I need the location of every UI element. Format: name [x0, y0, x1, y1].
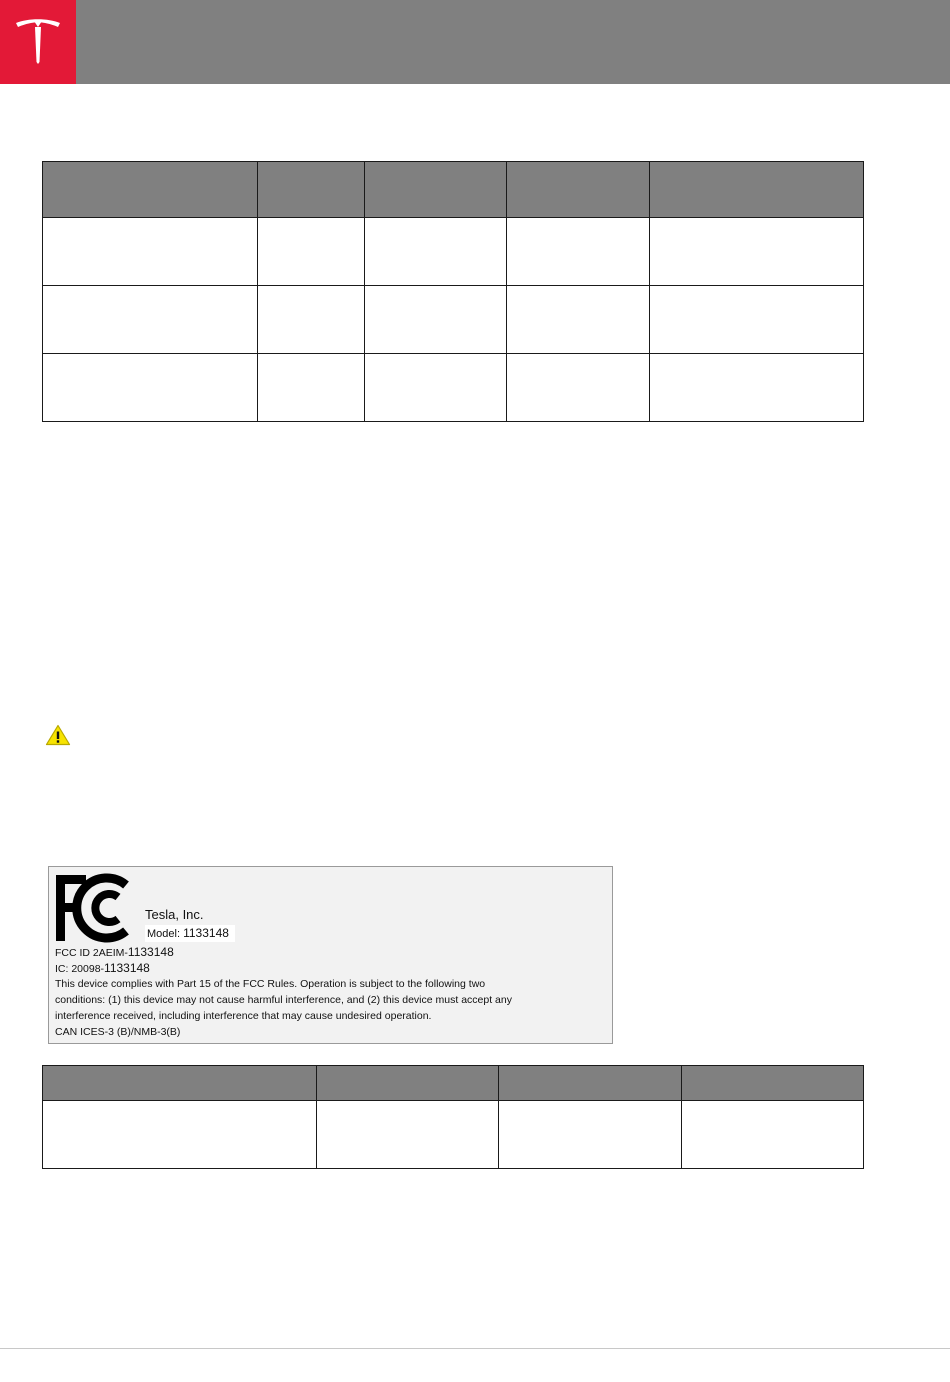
table-cell — [43, 286, 258, 354]
fcc-model-box — [145, 925, 235, 942]
table-cell — [682, 1101, 864, 1169]
column-header — [257, 162, 364, 218]
fcc-compliance-label — [48, 866, 613, 1044]
table-row — [43, 218, 864, 286]
column-header — [316, 1066, 499, 1101]
can-ices-line: CAN ICES-3 (B)/NMB-3(B) — [55, 1026, 181, 1038]
table-cell — [364, 286, 507, 354]
page-header-bar — [0, 0, 950, 84]
table-header-row — [43, 1066, 864, 1101]
footer-divider — [0, 1348, 950, 1349]
column-header — [43, 162, 258, 218]
column-header — [650, 162, 864, 218]
tesla-logo-icon — [13, 16, 63, 66]
fcc-id-value: 1133148 — [127, 945, 174, 959]
warning-triangle-icon — [45, 724, 71, 746]
table-header-row — [43, 162, 864, 218]
table-cell — [507, 218, 650, 286]
fcc-id-line — [55, 945, 174, 960]
table-cell — [364, 218, 507, 286]
fcc-company-name: Tesla, Inc. — [145, 907, 204, 922]
fcc-statement-line: This device complies with Part 15 of the FCC Rules. Operation is subject to the following two — [55, 978, 486, 990]
table-row — [43, 286, 864, 354]
fcc-model-value: 1133148 — [183, 926, 229, 940]
fcc-model-label: Model: — [147, 928, 181, 940]
ic-prefix: IC: 20098- — [55, 963, 105, 975]
table-cell — [257, 218, 364, 286]
table-cell — [43, 1101, 317, 1169]
fcc-id-prefix: FCC ID 2AEIM- — [55, 947, 128, 959]
table-cell — [650, 286, 864, 354]
column-header — [43, 1066, 317, 1101]
column-header — [499, 1066, 682, 1101]
table-row — [43, 354, 864, 422]
table-cell — [43, 354, 258, 422]
column-header — [682, 1066, 864, 1101]
table-cell — [257, 286, 364, 354]
table-cell — [507, 354, 650, 422]
column-header — [507, 162, 650, 218]
table-cell — [43, 218, 258, 286]
ic-value: 1133148 — [104, 961, 150, 975]
table-cell — [507, 286, 650, 354]
fcc-statement-line: conditions: (1) this device may not cause harmful interference, and (2) this device must accept any — [55, 994, 512, 1006]
table-cell — [650, 218, 864, 286]
fcc-statement-line: interference received, including interference that may cause undesired operation. — [55, 1010, 432, 1022]
fcc-logo-icon — [54, 871, 138, 947]
table-cell — [364, 354, 507, 422]
table-cell — [316, 1101, 499, 1169]
column-header — [364, 162, 507, 218]
spec-table-1 — [42, 161, 864, 422]
spec-table-2 — [42, 1065, 864, 1169]
table-cell — [257, 354, 364, 422]
table-cell — [499, 1101, 682, 1169]
table-cell — [650, 354, 864, 422]
brand-logo — [0, 0, 76, 84]
table-row — [43, 1101, 864, 1169]
ic-line — [55, 961, 150, 976]
